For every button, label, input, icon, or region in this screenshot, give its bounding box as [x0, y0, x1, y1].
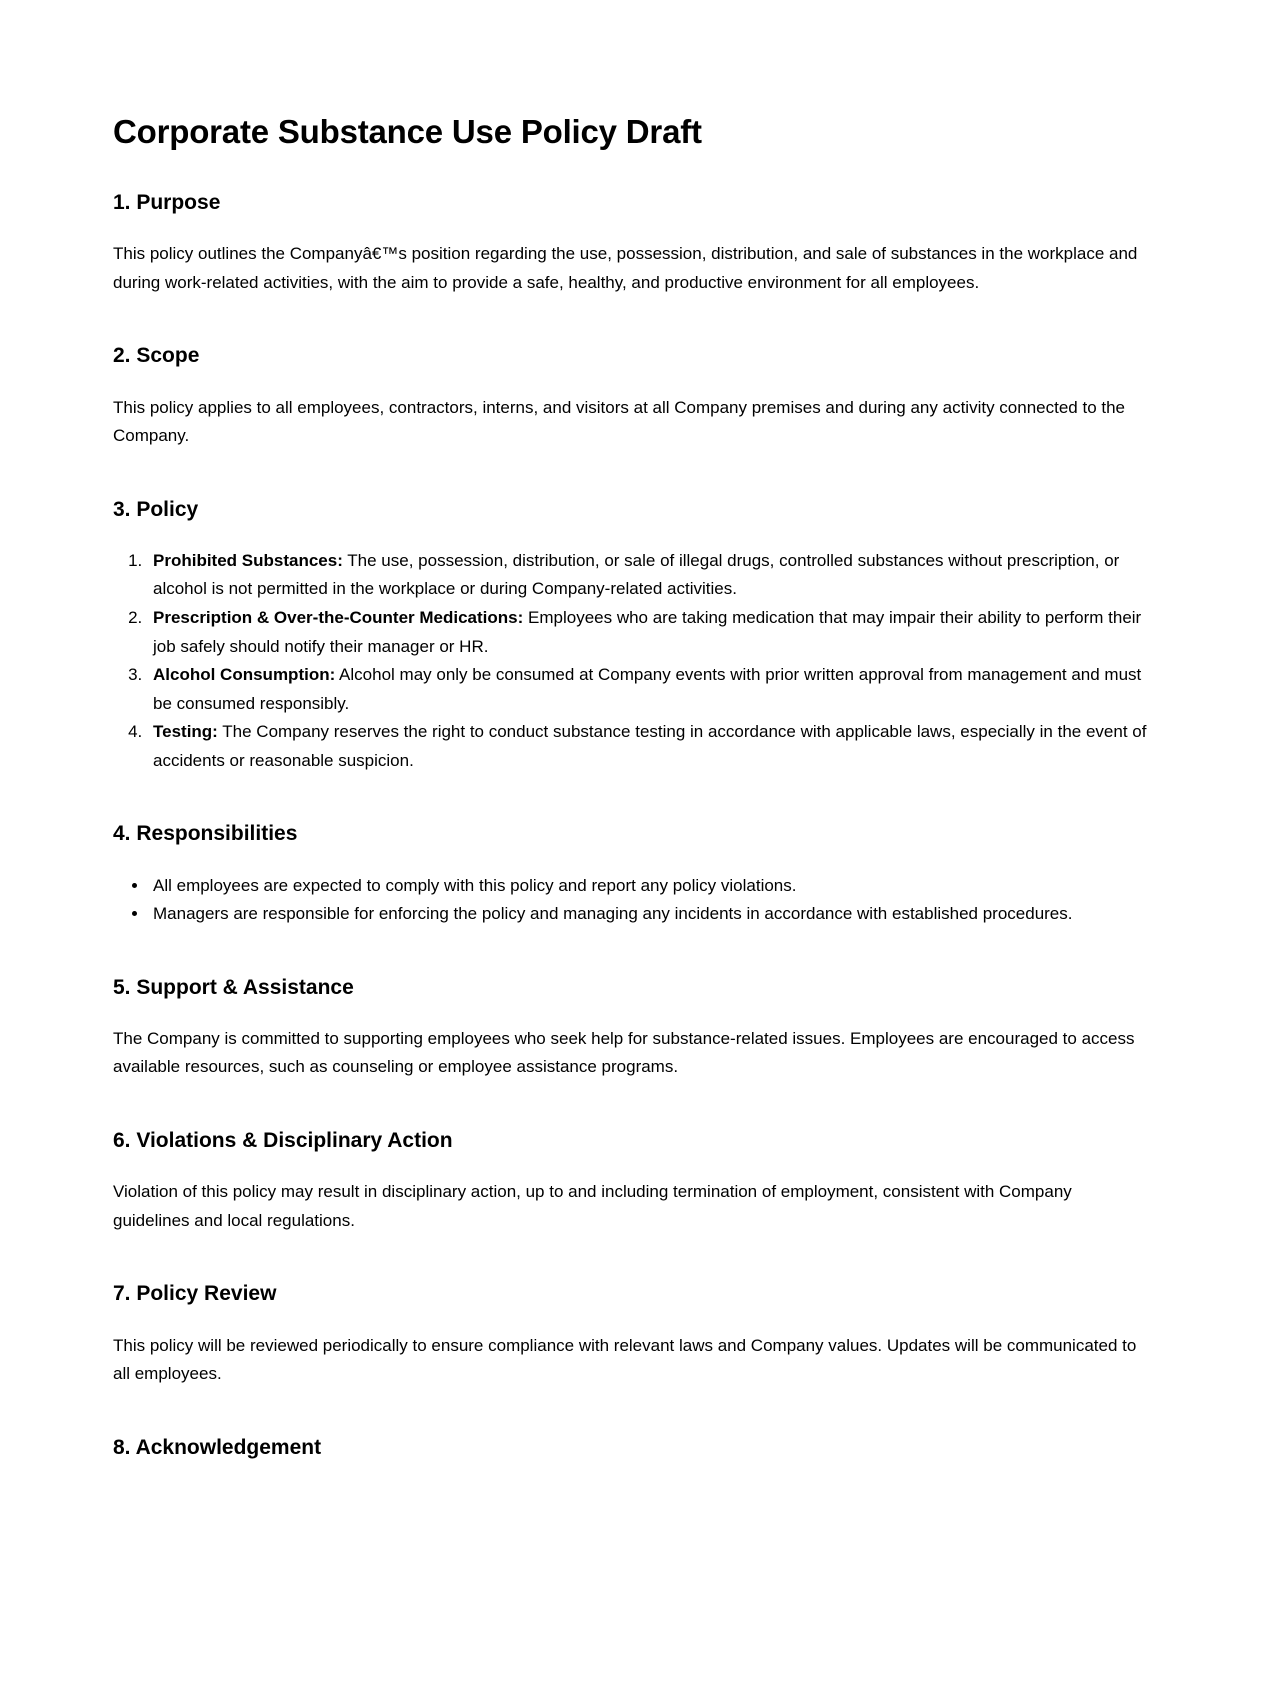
section-violations — [113, 1128, 1150, 1235]
section-heading-policy-review: 7. Policy Review — [113, 1282, 277, 1306]
section-policy — [113, 497, 1150, 776]
section-purpose — [113, 190, 1150, 297]
section-heading-support-assistance: 5. Support & Assistance — [113, 975, 354, 999]
list-item: • All employees are expected to comply with this policy and report any policy violations. — [149, 872, 1150, 901]
list-item-term: Prescription & Over-the-Counter Medications: — [153, 607, 524, 627]
section-scope — [113, 343, 1150, 450]
section-paragraph-policy-review: This policy will be reviewed periodically to ensure compliance with relevant laws and Company values. Updates will be communicated to all employees. — [113, 1335, 1137, 1384]
list-item-text: The use, possession, distribution, or sale of illegal drugs, controlled substances without prescription, or alcohol is not permitted in the workplace or during Company-related activities. — [153, 550, 1120, 599]
list-item — [147, 547, 1150, 604]
list-item — [147, 661, 1150, 718]
policy-ordered-list — [113, 547, 1150, 775]
list-item-text: Alcohol may only be consumed at Company events with prior written approval from management and must be consumed responsibly. — [153, 665, 1142, 713]
section-paragraph-purpose: This policy outlines the Companyâ€™s position regarding the use, possession, distribution, and sale of substances in the workplace and during work-related activities, with the aim to provide a safe, healthy, and productive environment for all employees. — [113, 244, 1138, 292]
list-item-text: The Company reserves the right to conduct substance testing in accordance with applicable laws, especially in the event of accidents or reasonable suspicion. — [153, 722, 1147, 770]
section-paragraph-scope: This policy applies to all employees, contractors, interns, and visitors at all Company premises and during any activity connected to the Company. — [113, 397, 1125, 446]
list-item — [147, 718, 1150, 775]
section-heading-policy: 3. Policy — [113, 497, 199, 521]
list-item — [147, 604, 1150, 661]
list-item-term: Prohibited Substances: — [153, 550, 343, 570]
page-bottom-whitespace — [113, 1485, 1150, 1625]
section-paragraph-violations: Violation of this policy may result in disciplinary action, up to and including termination of employment, consistent with Company guidelines and local regulations. — [113, 1182, 1072, 1230]
section-acknowledgement — [113, 1435, 1150, 1461]
responsibilities-bullet-list — [113, 872, 1150, 929]
list-item: • Managers are responsible for enforcing the policy and managing any incidents in accordance with established procedures. — [149, 900, 1150, 929]
section-heading-scope: 2. Scope — [113, 344, 200, 368]
section-heading-responsibilities: 4. Responsibilities — [113, 822, 298, 846]
list-item-term: Alcohol Consumption: — [153, 665, 336, 685]
section-responsibilities — [113, 821, 1150, 928]
section-support-assistance — [113, 975, 1150, 1082]
section-heading-violations: 6. Violations & Disciplinary Action — [113, 1128, 453, 1152]
section-paragraph-support-assistance: The Company is committed to supporting employees who seek help for substance-related issues. Employees are encouraged to access available resources, such as counseling or employee assistance programs. — [113, 1028, 1135, 1077]
list-item-term: Testing: — [153, 722, 218, 742]
section-policy-review — [113, 1281, 1150, 1388]
list-item-text: Employees who are taking medication that may impair their ability to perform their job safely should notify their manager or HR. — [153, 607, 1142, 656]
section-heading-acknowledgement: 8. Acknowledgement — [113, 1435, 322, 1459]
section-heading-purpose: 1. Purpose — [113, 190, 221, 214]
page-title: Corporate Substance Use Policy Draft — [113, 113, 702, 150]
